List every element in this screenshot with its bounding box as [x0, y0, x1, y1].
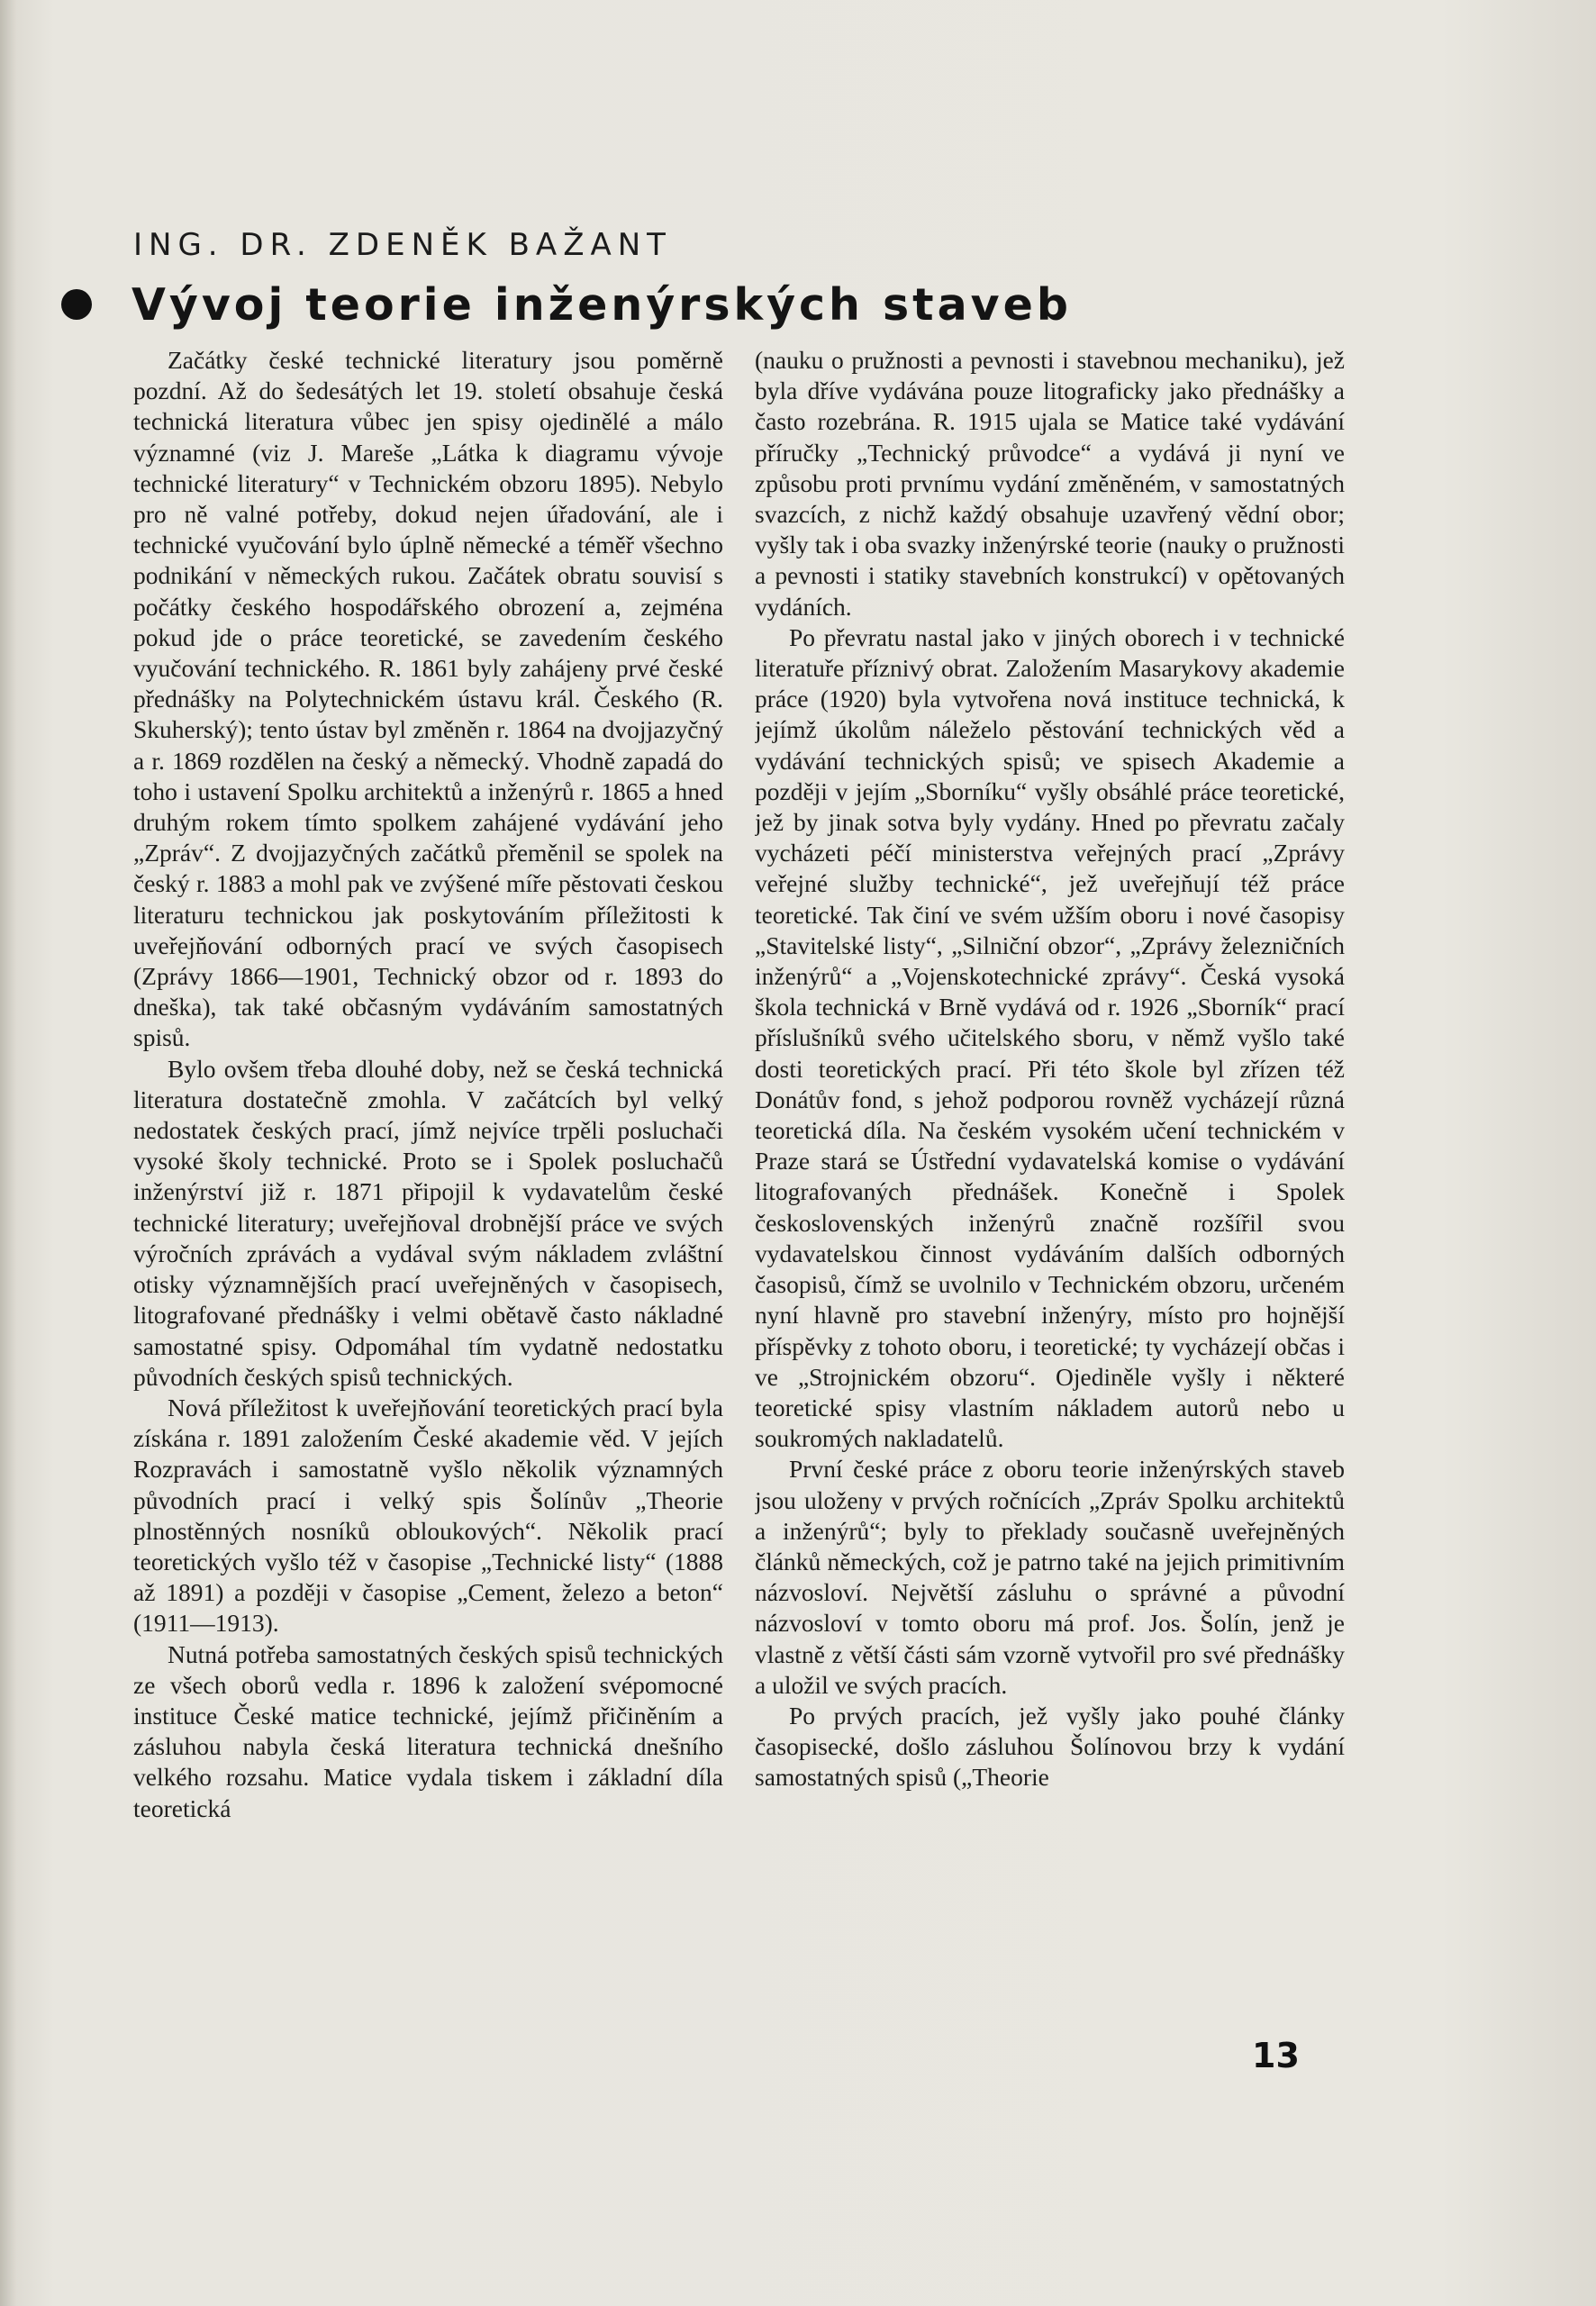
paragraph: Po převratu nastal jako v jiných oborech i v technické literatuře příznivý obrat. Založením Masarykovy akademie práce (1920) byla vytvořena nová instituce technická, k jejímž úkolům náleželo pěstování technických věd a vydávání technických spisů; ve spisech Akademie a později v jejím „Sborníku“ vyšly obsáhlé práce teoretické, jež by jinak sotva byly vydány. Hned po převratu začaly vycházeti péčí ministerstva veřejných prací „Zprávy veřejné služby technické“, jež uveřejňují též práce teoretické. Tak činí ve svém užším oboru i nové časopisy „Stavitelské listy“, „Silniční obzor“, „Zprávy železničních inženýrů“ a „Vojenskotechnické zprávy“. Česká vysoká škola technická v Brně vydává od r. 1926 „Sborník“ prací příslušníků svého učitelského sboru, v němž vyšlo také dosti teoretických prací. Při této škole byl zřízen též Donátův fond, s jehož podporou rovněž vycházejí různá teoretická díla. Na českém vysokém učení technickém v Praze stará se Ústřední vydavatelská komise o vydávání litografovaných přednášek. Konečně i Spolek československých inženýrů značně rozšířil svou vydavatelskou činnost vydáváním dalších odborných časopisů, čímž se uvolnilo v Technickém obzoru, určeném nyní hlavně pro stavební inženýry, místo pro hojnější příspěvky z tohoto oboru, i teoretické; ty vycházejí občas i ve „Strojnickém obzoru“. Ojediněle vyšly i některé teoretické spisy vlastním nákladem autorů nebo u soukromých nakladatelů.	[755, 622, 1345, 1453]
paragraph: Nutná potřeba samostatných českých spisů technických ze všech oborů vedla r. 1896 k založení svépomocné instituce České matice technické, jejímž přičiněním a zásluhou nabyla česká literatura technická dnešního velkého rozsahu. Matice vydala tiskem i základní díla teoretická	[133, 1639, 723, 1822]
author-line: ING. DR. ZDENĚK BAŽANT	[133, 227, 672, 263]
right-column	[755, 345, 1345, 1966]
paragraph: Po prvých pracích, jež vyšly jako pouhé články časopisecké, došlo zásluhou Šolínovou brzy k vydání samostatných spisů („Theorie	[755, 1701, 1345, 1792]
page-number: 13	[1252, 2036, 1300, 2075]
left-column	[133, 345, 723, 1977]
bullet-dot-icon	[61, 289, 92, 320]
paragraph: Nová příležitost k uveřejňování teoretických prací byla získána r. 1891 založením České akademie věd. V jejích Rozpravách i samostatně vyšlo několik významných původních prací i velký spis Šolínův „Theorie plnostěnných nosníků obloukových“. Několik prací teoretických vyšlo též v časopise „Technické listy“ (1888 až 1891) a později v časopise „Cement, železo a beton“ (1911—1913).	[133, 1393, 723, 1638]
paragraph: První české práce z oboru teorie inženýrských staveb jsou uloženy v prvých ročnících „Zpráv Spolku architektů a inženýrů“; byly to překlady současně uveřejněných článků německých, což je patrno také na jejich primitivním názvosloví. Největší zásluhu o správné a původní názvosloví v tomto oboru má prof. Jos. Šolín, jenž je vlastně z větší části sám vzorně vytvořil pro své přednášky a uložil ve svých pracích.	[755, 1455, 1345, 1699]
article-title: Vývoj teorie inženýrských staveb	[131, 278, 1072, 331]
paragraph-continued: (nauku o pružnosti a pevnosti i stavebnou mechaniku), jež byla dříve vydávána pouze litograficky jako přednášky a často rozebrána. R. 1915 ujala se Matice také vydávání příručky „Technický průvodce“ a vydává ji nyní ve způsobu proti prvnímu vydání změněném, v samostatných svazcích, z nichž každý obsahuje uzavřený vědní obor; vyšly tak i oba svazky inženýrské teorie (nauky o pružnosti a pevnosti i statiky stavebních konstrukcí) v opětovaných vydáních.	[755, 346, 1345, 621]
paragraph: Bylo ovšem třeba dlouhé doby, než se česká technická literatura dostatečně zmohla. V začátcích byl velký nedostatek českých prací, jímž nejvíce trpěli posluchači vysoké školy technické. Proto se i Spolek posluchačů inženýrství již r. 1871 připojil k vydavatelům české technické literatury; uveřejňoval drobnější práce ve svých výročních zprávách a vydával svým nákladem zvláštní otisky významnějších prací uveřejněných v časopisech, litografované přednášky i velmi obětavě často nákladné samostatné spisy. Odpomáhal tím vydatně nedostatku původních českých spisů technických.	[133, 1054, 723, 1391]
paragraph: Začátky české technické literatury jsou poměrně pozdní. Až do šedesátých let 19. století obsahuje česká technická literatura vůbec jen spisy ojedinělé a málo významné (viz J. Mareše „Látka k diagramu vývoje technické literatury“ v Technickém obzoru 1895). Nebylo pro ně valné potřeby, dokud nejen úřadování, ale i technické vyučování bylo úplně německé a téměř všechno podnikání v německých rukou. Začátek obratu souvisí s počátky českého hospodářského obrození a, zejména pokud jde o práce teoretické, se zavedením českého vyučování technického. R. 1861 byly zahájeny prvé české přednášky na Polytechnickém ústavu král. Českého (R. Skuherský); tento ústav byl změněn r. 1864 na dvojjazyčný a r. 1869 rozdělen na český a německý. Vhodně zapadá do toho i ustavení Spolku architektů a inženýrů r. 1865 a hned druhým rokem tímto spolkem zahájené vydávání jeho „Zpráv“. Z dvojjazyčných začátků přeměnil se spolek na český r. 1883 a mohl pak ve zvýšené míře pěstovati českou literaturu technickou jak poskytováním příležitosti k uveřejňování odborných prací ve svých časopisech (Zprávy 1866—1901, Technický obzor od r. 1893 do dneška), tak také občasným vydáváním samostatných spisů.	[133, 346, 723, 1052]
title-row	[61, 268, 1072, 340]
